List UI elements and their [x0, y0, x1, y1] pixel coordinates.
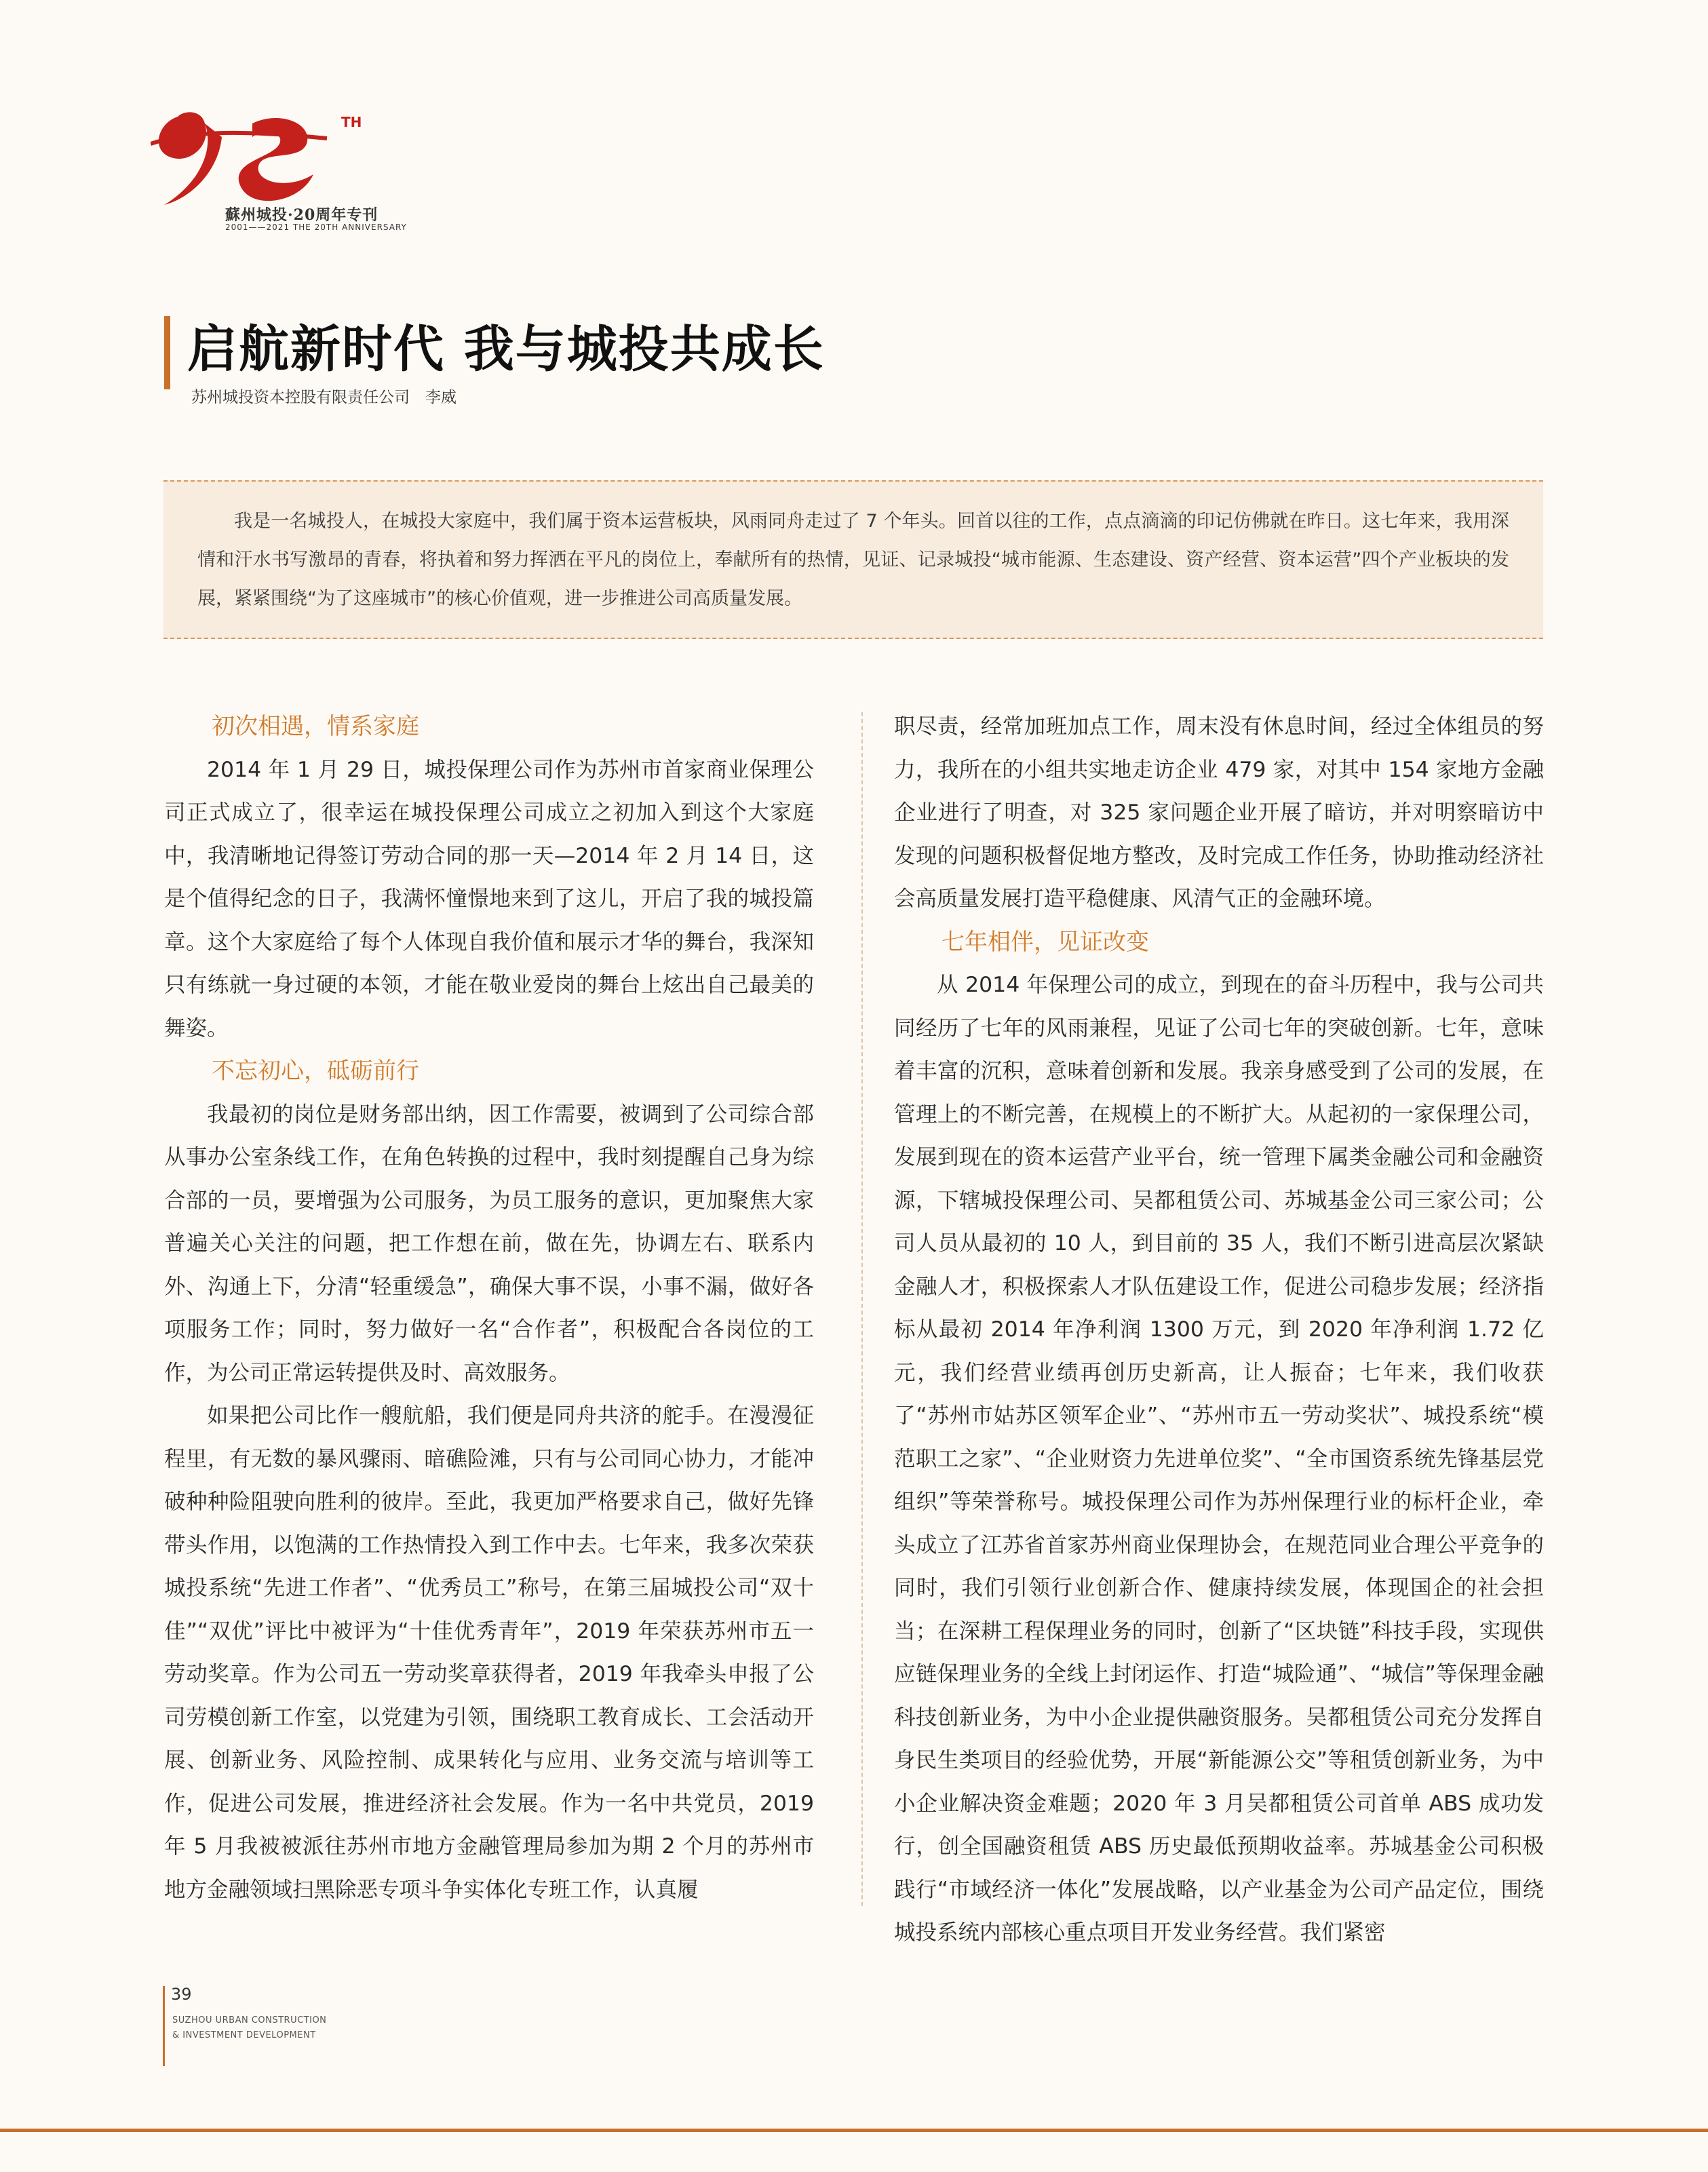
- section-heading: 七年相伴，见证改变: [942, 928, 1149, 956]
- logo-superscript: TH: [341, 114, 362, 130]
- right-column: [894, 705, 1544, 1955]
- abstract-box: [163, 480, 1543, 639]
- bottom-rule: [0, 2129, 1708, 2132]
- left-column: [164, 705, 814, 1912]
- abstract-text: 我是一名城投人，在城投大家庭中，我们属于资本运营板块，风雨同舟走过了 7 个年头。回首以往的工作，点点滴滴的印记仿佛就在昨日。这七年来，我用深情和汗水书写激昂的青春，将执着和努力挥洒在平凡的岗位上，奉献所有的热情，见证、记录城投“城市能源、生态建设、资产经营、资本运营”四个产业板块的发展，紧紧围绕“为了这座城市”的核心价值观，进一步推进公司高质量发展。: [197, 511, 1509, 609]
- section-heading: 不忘初心，砥砺前行: [212, 1058, 419, 1085]
- section-heading: 初次相遇，情系家庭: [212, 713, 419, 740]
- paragraph: 我最初的岗位是财务部出纳，因工作需要，被调到了公司综合部从事办公室条线工作，在角色转换的过程中，我时刻提醒自己身为综合部的一员，要增强为公司服务，为员工服务的意识，更加聚焦大家普遍关心关注的问题，把工作想在前，做在先，协调左右、联系内外、沟通上下，分清“轻重缓急”，确保大事不误，小事不漏，做好各项服务工作；同时，努力做好一名“合作者”，积极配合各岗位的工作，为公司正常运转提供及时、高效服务。: [164, 1102, 814, 1385]
- article-title: 启航新时代 我与城投共成长: [187, 320, 825, 379]
- column-divider: [861, 712, 863, 1906]
- paragraph: 从 2014 年保理公司的成立，到现在的奋斗历程中，我与公司共同经历了七年的风雨兼程，见证了公司七年的突破创新。七年，意味着丰富的沉积，意味着创新和发展。我亲身感受到了公司的发展，在管理上的不断完善，在规模上的不断扩大。从起初的一家保理公司，发展到现在的资本运营产业平台，统一管理下属类金融公司和金融资源，下辖城投保理公司、吴都租赁公司、苏城基金公司三家公司；公司人员从最初的 10 人，到目前的 35 人，我们不断引进高层次紧缺金融人才，积极探索人才队伍建设工作，促进公司稳步发展；经济指标从最初 2014 年净利润 1300 万元，到 2020 年净利润 1.72 亿元，我们经营业绩再创历史新高，让人振奋；七年来，我们收获了“苏州市姑苏区领军企业”、“苏州市五一劳动奖状”、城投系统“模范职工之家”、“企业财资力先进单位奖”、“全市国资系统先锋基层党组织”等荣誉称号。城投保理公司作为苏州保理行业的标杆企业，牵头成立了江苏省首家苏州商业保理协会，在规范同业合理公平竞争的同时，我们引领行业创新合作、健康持续发展，体现国企的社会担当；在深耕工程保理业务的同时，创新了“区块链”科技手段，实现供应链保理业务的全线上封闭运作、打造“城险通”、“城信”等保理金融科技创新业务，为中小企业提供融资服务。吴都租赁公司充分发挥自身民生类项目的经验优势，开展“新能源公交”等租赁创新业务，为中小企业解决资金难题；2020 年 3 月吴都租赁公司首单 ABS 成功发行，创全国融资租赁 ABS 历史最低预期收益率。苏城基金公司积极践行“市域经济一体化”发展战略，以产业基金为公司产品定位，围绕城投系统内部核心重点项目开发业务经营。我们紧密: [894, 973, 1544, 1945]
- footer-line: SUZHOU URBAN CONSTRUCTION: [172, 2015, 327, 2025]
- footer-accent-bar: [163, 1986, 165, 2066]
- title-accent-bar: [164, 316, 170, 389]
- logo-caption: 蘇州城投·20周年专刊: [225, 206, 379, 224]
- logo-subcaption: 2001——2021 THE 20TH ANNIVERSARY: [225, 222, 407, 232]
- footer-line: & INVESTMENT DEVELOPMENT: [172, 2030, 316, 2040]
- paragraph: 如果把公司比作一艘航船，我们便是同舟共济的舵手。在漫漫征程里，有无数的暴风骤雨、暗礁险滩，只有与公司同心协力，才能冲破种种险阻驶向胜利的彼岸。至此，我更加严格要求自己，做好先锋带头作用，以饱满的工作热情投入到工作中去。七年来，我多次荣获城投系统“先进工作者”、“优秀员工”称号，在第三届城投公司“双十佳”“双优”评比中被评为“十佳优秀青年”，2019 年荣获苏州市五一劳动奖章。作为公司五一劳动奖章获得者，2019 年我牵头申报了公司劳模创新工作室，以党建为引领，围绕职工教育成长、工会活动开展、创新业务、风险控制、成果转化与应用、业务交流与培训等工作，促进公司发展，推进经济社会发展。作为一名中共党员，2019 年 5 月我被被派往苏州市地方金融管理局参加为期 2 个月的苏州市地方金融领域扫黑除恶专项斗争实体化专班工作，认真履: [164, 1403, 814, 1902]
- article-author: 苏州城投资本控股有限责任公司 李威: [191, 389, 457, 406]
- paragraph: 职尽责，经常加班加点工作，周末没有休息时间，经过全体组员的努力，我所在的小组共实地走访企业 479 家，对其中 154 家地方金融企业进行了明查，对 325 家问题企业开展了暗访，并对明察暗访中发现的问题积极督促地方整改，及时完成工作任务，协助推动经济社会高质量发展打造平稳健康、风清气正的金融环境。: [894, 714, 1544, 911]
- footer-publication-name: [172, 2013, 326, 2043]
- paragraph: 2014 年 1 月 29 日，城投保理公司作为苏州市首家商业保理公司正式成立了，很幸运在城投保理公司成立之初加入到这个大家庭中，我清晰地记得签订劳动合同的那一天—2014 年 2 月 14 日，这是个值得纪念的日子，我满怀憧憬地来到了这儿，开启了我的城投篇章。这个大家庭给了每个人体现自我价值和展示才华的舞台，我深知只有练就一身过硬的本领，才能在敬业爱岗的舞台上炫出自己最美的舞姿。: [164, 757, 814, 1041]
- page-number: 39: [171, 1985, 192, 2004]
